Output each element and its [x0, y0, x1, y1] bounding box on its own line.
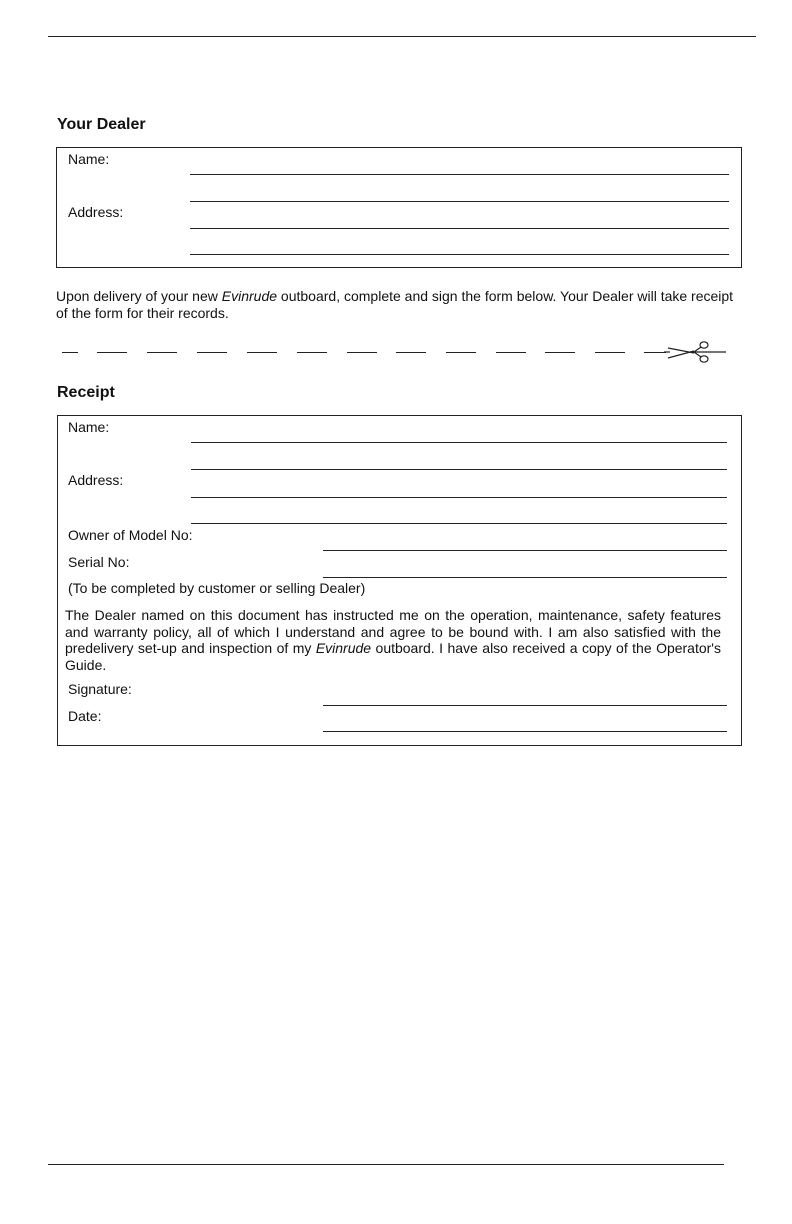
receipt-heading: Receipt: [57, 384, 115, 401]
dealer-name-field[interactable]: [190, 174, 729, 175]
receipt-name-field-2[interactable]: [191, 469, 727, 470]
instructions-brand: Evinrude: [221, 288, 278, 304]
receipt-name-label: Name:: [68, 419, 110, 435]
acknowledgement-statement: [65, 607, 721, 673]
dealer-name-label: Name:: [68, 151, 110, 167]
statement-brand: Evinrude: [315, 640, 372, 656]
receipt-address-field[interactable]: [191, 497, 727, 498]
date-field[interactable]: [323, 731, 727, 732]
model-number-field[interactable]: [323, 550, 727, 551]
completed-by-note: (To be completed by customer or selling Dealer): [68, 580, 366, 596]
statement-text-start: The Dealer named on this document has instructed me on the operation, maintenance, safety features and warranty policy, all of which I understand and agree to be bound with. I am also satisfied with the predelivery set-up and inspection of my: [65, 607, 721, 656]
signature-label: Signature:: [68, 681, 132, 697]
instructions-text-start: Upon delivery of your new: [56, 288, 222, 304]
model-number-label: Owner of Model No:: [68, 527, 193, 543]
receipt-address-label: Address:: [68, 472, 124, 488]
dealer-heading: Your Dealer: [57, 116, 146, 133]
dealer-address-field-2[interactable]: [190, 254, 729, 255]
date-label: Date:: [68, 708, 102, 724]
receipt-box: [57, 415, 742, 746]
dealer-address-label: Address:: [68, 204, 124, 220]
footer-rule: [48, 1164, 724, 1165]
dealer-name-field-2[interactable]: [190, 201, 729, 202]
signature-field[interactable]: [323, 705, 727, 706]
serial-number-label: Serial No:: [68, 554, 130, 570]
statement-text-end: outboard. I have also received a copy of the Operator's Guide.: [65, 640, 721, 673]
scissors-icon: [664, 340, 728, 364]
receipt-name-field[interactable]: [191, 442, 727, 443]
serial-number-field[interactable]: [323, 577, 727, 578]
header-rule: [48, 36, 756, 37]
delivery-instructions: [56, 288, 746, 321]
instructions-text-end: outboard, complete and sign the form below. Your Dealer will take receipt of the form for their records.: [56, 288, 734, 321]
dealer-address-field[interactable]: [190, 228, 729, 229]
dealer-box: [56, 147, 742, 268]
receipt-address-field-2[interactable]: [191, 523, 727, 524]
